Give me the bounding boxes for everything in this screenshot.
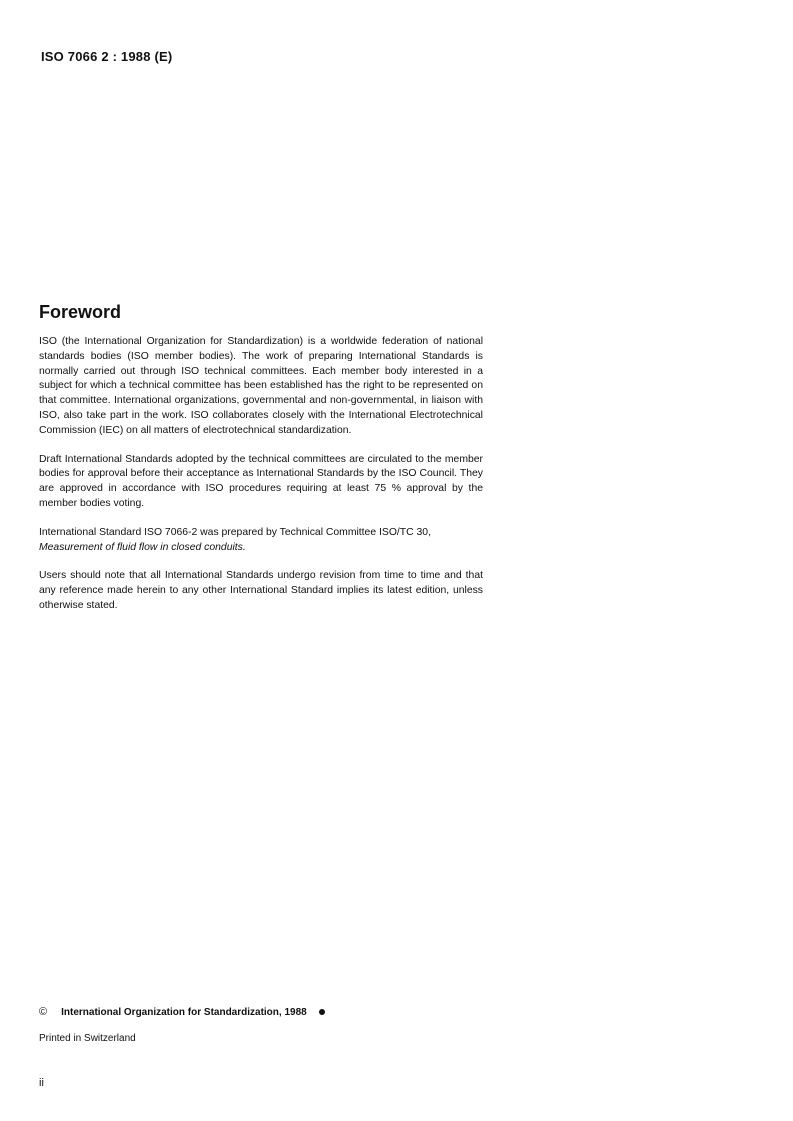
paragraph-draft-standards: Draft International Standards adopted by the technical committees are circulated to the member bodies for approval before their acceptance as International Standards by the ISO Council. They are approved in accordance with ISO procedures requiring at least 75 % approval by the member bodies voting.: [39, 453, 483, 509]
printed-location: Printed in Switzerland: [39, 1033, 136, 1044]
page-number: ii: [39, 1077, 44, 1089]
paragraph-revision-note: Users should note that all International Standards undergo revision from time to time and that any reference made herein to any other International Standard implies its latest edition, unless otherwise stated.: [39, 570, 483, 611]
document-id: ISO 7066 2 : 1988 (E): [41, 49, 173, 64]
paragraph-iso-intro: ISO (the International Organization for Standardization) is a worldwide federation of national standards bodies (ISO member bodies). The work of preparing International Standards is normally carried out through ISO technical committees. Each member body interested in a subject for which a technical committee has been established has the right to be represented on that committee. International organizations, governmental and non-governmental, in liaison with ISO, also take part in the work. ISO collaborates closely with the International Electrotechnical Commission (IEC) on all matters of electrotechnical standardization.: [39, 336, 483, 436]
bullet-icon: [319, 1009, 325, 1015]
prepared-by-text: International Standard ISO 7066-2 was prepared by Technical Committee ISO/TC 30,: [39, 526, 431, 538]
committee-title: Measurement of fluid flow in closed conduits.: [39, 541, 246, 553]
copyright-owner: International Organization for Standardization, 1988: [61, 1006, 307, 1018]
paragraph-prepared-by: [39, 526, 483, 556]
copyright-symbol: ©: [39, 1006, 48, 1018]
foreword-heading: Foreword: [39, 302, 122, 322]
copyright-line: [39, 1006, 325, 1018]
foreword-body: [39, 335, 483, 628]
